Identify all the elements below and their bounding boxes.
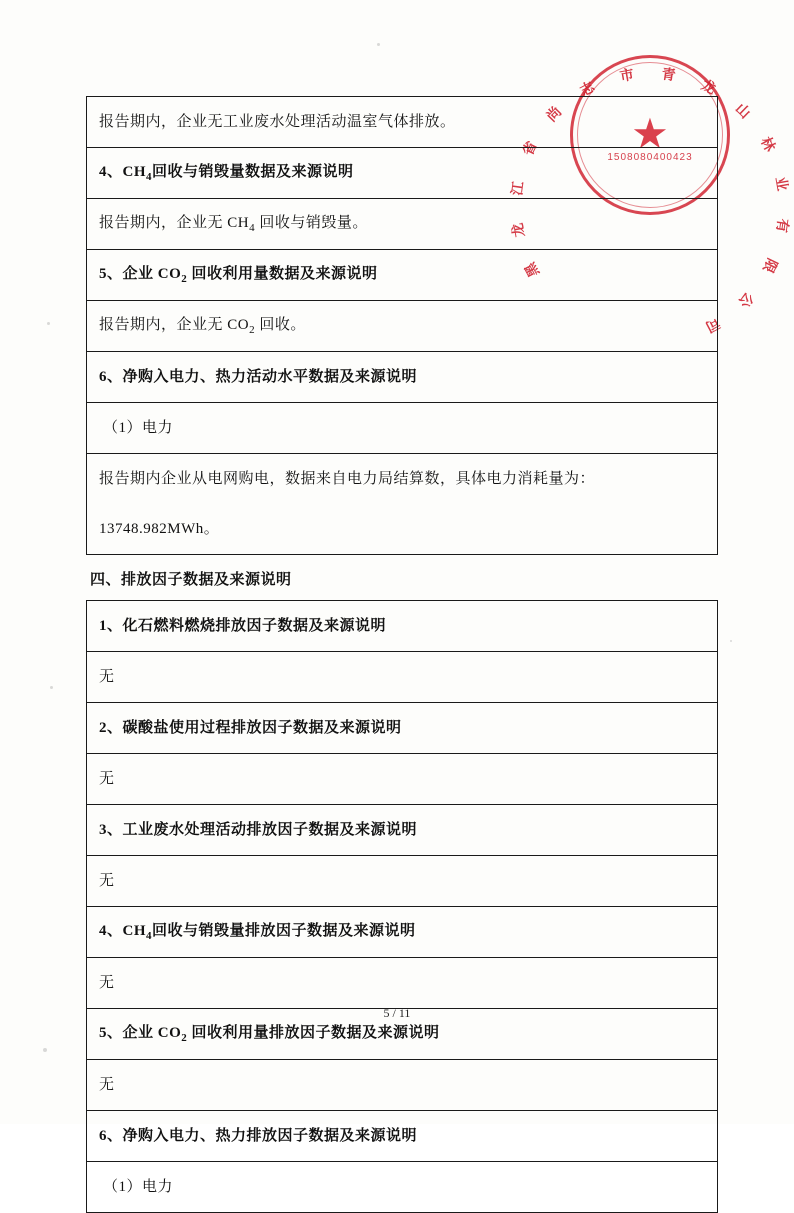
- cell-text: 报告期内，企业无工业废水处理活动温室气体排放。: [87, 97, 718, 148]
- seal-code: 1508080400423: [607, 152, 693, 163]
- cell-text: （1）电力: [87, 1162, 718, 1213]
- table-row: [87, 403, 718, 454]
- seal-star-icon: ★: [631, 112, 669, 158]
- table-row: [87, 199, 718, 250]
- scan-speck: [730, 640, 732, 642]
- cell-heading: 6、净购入电力、热力活动水平数据及来源说明: [87, 352, 718, 403]
- table-row: [87, 1111, 718, 1162]
- cell-text: 无: [87, 754, 718, 805]
- table-row: [87, 958, 718, 1009]
- section-heading: 四、排放因子数据及来源说明: [90, 572, 292, 588]
- table-row: [87, 907, 718, 958]
- table-row: [87, 652, 718, 703]
- table-row: [87, 352, 718, 403]
- cell-text: 报告期内企业从电网购电，数据来自电力局结算数，具体电力消耗量为：: [87, 454, 718, 505]
- table-emission-factors: [86, 600, 718, 1213]
- cell-text: 报告期内，企业无 $CH_4$ 回收与销毁量。: [87, 199, 718, 250]
- cell-text: （1）电力: [87, 403, 718, 454]
- table-row: [87, 703, 718, 754]
- table-row: [87, 754, 718, 805]
- cell-text: 无: [87, 652, 718, 703]
- table-row: [87, 805, 718, 856]
- cell-heading: 6、净购入电力、热力排放因子数据及来源说明: [87, 1111, 718, 1162]
- cell-text: 报告期内，企业无 $CO_2$ 回收。: [87, 301, 718, 352]
- table-row: [87, 97, 718, 148]
- table-row: [87, 301, 718, 352]
- table-row: [87, 856, 718, 907]
- cell-text: 无: [87, 856, 718, 907]
- table-activity-data: [86, 96, 718, 555]
- cell-text: 无: [87, 958, 718, 1009]
- cell-heading: 4、$CH_4$回收与销毁量排放因子数据及来源说明: [87, 907, 718, 958]
- cell-heading: 4、$CH_4$回收与销毁量数据及来源说明: [87, 148, 718, 199]
- cell-heading: 1、化石燃料燃烧排放因子数据及来源说明: [87, 601, 718, 652]
- cell-heading: 5、企业 $CO_2$ 回收利用量数据及来源说明: [87, 250, 718, 301]
- cell-heading: 2、碳酸盐使用过程排放因子数据及来源说明: [87, 703, 718, 754]
- cell-heading: 5、企业 $CO_2$ 回收利用量排放因子数据及来源说明: [87, 1009, 718, 1060]
- scan-speck: [43, 1048, 47, 1052]
- cell-text: 13748.982MWh。: [87, 504, 718, 555]
- table-row: [87, 250, 718, 301]
- document-content: [86, 96, 718, 1213]
- table-row: [87, 601, 718, 652]
- scan-speck: [377, 43, 380, 46]
- table-row: [87, 454, 718, 505]
- page-number: 5 / 11: [383, 1006, 411, 1020]
- cell-heading: 3、工业废水处理活动排放因子数据及来源说明: [87, 805, 718, 856]
- table-row: [87, 148, 718, 199]
- scan-speck: [50, 686, 53, 689]
- table-row: [87, 1060, 718, 1111]
- table-row: [87, 1162, 718, 1213]
- cell-text: 无: [87, 1060, 718, 1111]
- scan-speck: [47, 322, 50, 325]
- seal-company-text: 黑 龙 江 省 尚 志 市 青 龙 山 林 业 有 限 公 司: [510, 67, 790, 334]
- table-row: [87, 504, 718, 555]
